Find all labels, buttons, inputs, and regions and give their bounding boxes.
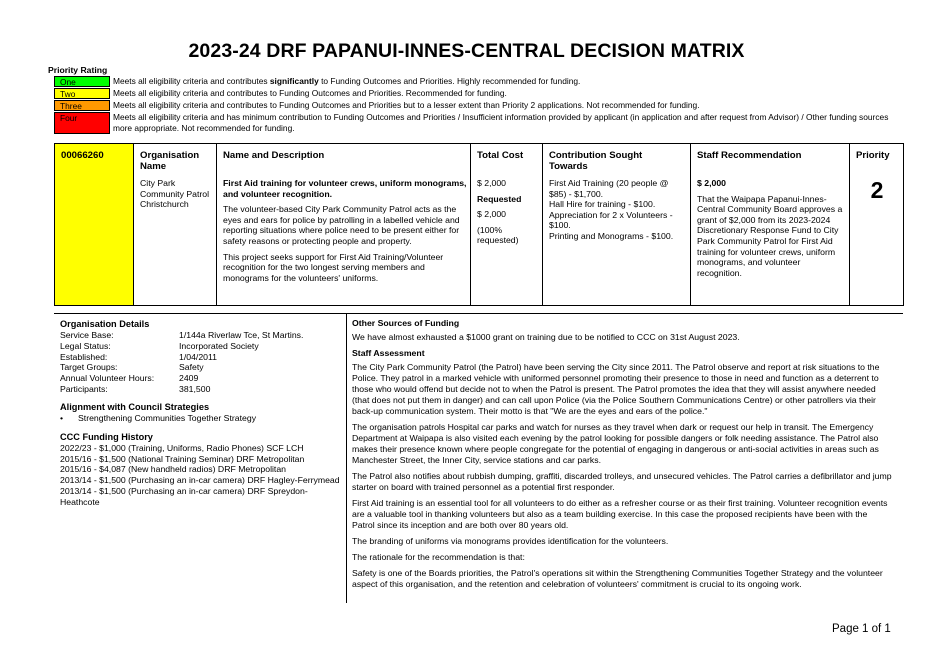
contrib-item-4: Printing and Monograms - $100. — [549, 230, 674, 241]
assessment-paragraph-7: Safety is one of the Boards priorities, the Patrol's operations sit within the Strengthening Communities Together Strategy and the volunteer aspect of this organisation, and the retention and celebration of volunteers' commitment is crucial to its ongoing work. — [352, 568, 883, 589]
right-panel — [352, 318, 892, 595]
detail-row — [54, 362, 344, 373]
matrix-id-cell — [55, 144, 133, 305]
detail-value: 2409 — [179, 373, 199, 384]
staff-text: That the Waipapa Papanui-Innes-Central Community Board approves a grant of $2,000 from its 2023-2024 Discretionary Response Fund to City Park Community Patrol for First Aid training for volunteer crews, uniform monograms, and volunteer recognition. — [697, 193, 843, 278]
priority-desc-two: Meets all eligibility criteria and contributes to Funding Outcomes and Priorities. Recommended for funding. — [113, 88, 507, 98]
funding-history-item: 2022/23 - $1,000 (Training, Uniforms, Radio Phones) SCF LCH — [60, 442, 304, 453]
alignment-text: Strengthening Communities Together Strategy — [78, 412, 257, 423]
detail-value: Safety — [179, 362, 204, 373]
detail-value: 1/144a Riverlaw Tce, St Martins. — [179, 330, 304, 340]
org-details-list — [54, 330, 344, 395]
org-details-heading: Organisation Details — [60, 319, 150, 329]
detail-key: Service Base: — [60, 330, 114, 340]
detail-row — [54, 341, 344, 352]
desc-paragraph-1: The volunteer-based City Park Community Patrol acts as the eyes and ears for police by patrolling in a labelled vehicle and reporting situations where police need to be present either for safety reasons or protecting people and property. — [223, 204, 460, 246]
priority-desc-one-bold: significantly — [269, 76, 319, 86]
assessment-paragraph-1: The City Park Community Patrol (the Patrol) have been serving the City since 2011. The Patrol observe and report at risk situations to the Police. They patrol in a marked vehicle with uniformed personnel promoting their presence to those in need and function as a deterrent to those who would offend but decide not to when the Patrol is present. The Patrol promotes the idea that they will assist anywhere needed (that does not put them in danger) and can call upon Police (via the Police Southern Communications Centre) or other patrollers via their back-up communication system. Their motto is that "We are the eyes and ears of the police." — [352, 362, 880, 416]
contrib-item-2: Hall Hire for training - $100. — [549, 199, 656, 210]
page-number: Page 1 of 1 — [832, 623, 891, 635]
assessment-paragraph-3: The Patrol also notifies about rubbish dumping, graffiti, discarded trolleys, and unsecured vehicles. The Patrol carries a defibrillator and jump starter on board with trained personnel as a potential first responder. — [352, 471, 892, 492]
org-name: City Park Community Patrol Christchurch — [140, 178, 210, 210]
staff-amount: $ 2,000 — [697, 178, 726, 188]
priority-value: 2 — [870, 177, 884, 203]
priority-desc-one-pre: Meets all eligibility criteria and contributes — [113, 76, 270, 86]
priority-desc-one-post: to Funding Outcomes and Priorities. Highly recommended for funding. — [318, 76, 581, 86]
funding-history-list — [54, 443, 344, 508]
alignment-heading: Alignment with Council Strategies — [60, 401, 210, 412]
assessment-paragraph-6: The rationale for the recommendation is that: — [352, 552, 525, 562]
org-header: Organisation Name — [140, 150, 200, 172]
requested-amount: $ 2,000 — [477, 209, 506, 220]
detail-key: Participants: — [60, 383, 108, 394]
page-title: 2023-24 DRF PAPANUI-INNES-CENTRAL DECISION MATRIX — [188, 40, 745, 62]
funding-history-item: 2013/14 - $1,500 (Purchasing an in-car camera) DRF Spreydon-Heathcote — [60, 485, 308, 507]
application-id: 00066260 — [61, 150, 104, 161]
bullet-point: • — [60, 412, 64, 423]
priority-desc-one — [113, 76, 580, 87]
funding-history-item: 2015/16 - $4,087 (New handheld radios) DRF Metropolitan — [60, 464, 287, 475]
staff-assessment-heading: Staff Assessment — [352, 348, 425, 358]
priority-swatch-one: One — [54, 76, 110, 87]
funding-history-item: 2013/14 - $1,500 (Purchasing an in-car camera) DRF Hagley-Ferrymead — [60, 475, 340, 486]
priority-desc-four: Meets all eligibility criteria and has minimum contribution to Funding Outcomes and Priorities / Insufficient information provided by applicant (in application and after request from Advisor) / Other funding sources more appropriate. Not recommended for funding. — [113, 112, 889, 133]
desc-paragraph-2: This project seeks support for First Aid Training/Volunteer recognition for the two longest serving members and monograms for the volunteers' uniforms. — [223, 251, 444, 283]
matrix-desc-col — [216, 144, 471, 305]
detail-row — [54, 330, 344, 341]
assessment-paragraph-5: The branding of uniforms via monograms provides identification for the volunteers. — [352, 536, 669, 546]
priority-swatch-three: Three — [54, 100, 110, 111]
funding-history-item: 2015/16 - $1,500 (National Training Seminar) DRF Metropolitan — [60, 453, 305, 464]
project-title: First Aid training for volunteer crews, uniform monograms, and volunteer recognition. — [223, 178, 467, 199]
priority-swatch-four: Four — [54, 112, 110, 134]
detail-key: Target Groups: — [60, 362, 118, 373]
assessment-paragraph-2: The organisation patrols Hospital car parks and watch for nurses as they travel when dark or request our help in transit. The Emergency Department at Waipapa is also visited each evening by the patrol looking for possible dangers or folk needing assistance. The Patrol also makes their presence known where people congregate for the potential of engaging in dangerous or anti-social activities in areas such as Manchester Street, the Inner City, service stations and car parks. — [352, 422, 879, 465]
matrix-staff-col — [690, 144, 850, 305]
priority-header: Priority — [856, 150, 890, 161]
contrib-item-3: Appreciation for 2 x Volunteers - $100. — [549, 209, 673, 231]
column-divider — [346, 313, 347, 603]
matrix-contrib-col — [542, 144, 691, 305]
detail-key: Legal Status: — [60, 340, 111, 351]
detail-key: Annual Volunteer Hours: — [60, 373, 155, 384]
desc-header: Name and Description — [223, 150, 325, 161]
priority-swatch-two: Two — [54, 88, 110, 99]
matrix-org-col — [133, 144, 217, 305]
requested-pct: (100% requested) — [477, 224, 519, 246]
matrix-cost-col — [470, 144, 543, 305]
assessment-paragraph-4: First Aid training is an essential tool for all volunteers to do either as a refresher course or as their first training. Volunteer recognition events are a valuable tool in thanking volunteers but also as a team building exercise. In this case the proposed recipients have been with the Patrol since its inception and are both over 80 years old. — [352, 498, 888, 530]
priority-rating-label: Priority Rating — [48, 65, 108, 75]
detail-value: 381,500 — [179, 383, 211, 394]
left-panel — [54, 313, 344, 508]
priority-desc-three: Meets all eligibility criteria and contributes to Funding Outcomes and Priorities but to a lesser extent than Priority 2 applications. Not recommended for funding. — [113, 100, 700, 110]
detail-row — [54, 373, 344, 384]
detail-row — [54, 384, 344, 395]
total-cost: $ 2,000 — [477, 178, 506, 188]
matrix-priority-col — [849, 144, 904, 305]
detail-key: Established: — [60, 351, 108, 362]
cost-header: Total Cost — [477, 150, 524, 161]
detail-value: Incorporated Society — [179, 340, 259, 351]
other-funding-heading: Other Sources of Funding — [352, 318, 460, 328]
staff-body — [697, 178, 846, 283]
contrib-body — [549, 178, 687, 242]
requested-label: Requested — [477, 193, 522, 204]
contrib-header: Contribution Sought Towards — [549, 150, 643, 172]
alignment-item — [54, 413, 344, 424]
staff-header: Staff Recommendation — [697, 150, 802, 161]
contrib-item-1: First Aid Training (20 people @ $85) - $1,700. — [549, 178, 669, 199]
other-funding-text: We have almost exhausted a $1000 grant on training due to be notified to CCC on 31st August 2023. — [352, 332, 740, 342]
detail-value: 1/04/2011 — [179, 351, 218, 362]
funding-history-heading: CCC Funding History — [60, 431, 153, 442]
desc-body — [223, 178, 467, 288]
detail-row — [54, 352, 344, 363]
cost-body — [477, 178, 539, 251]
decision-matrix-table — [54, 143, 904, 306]
